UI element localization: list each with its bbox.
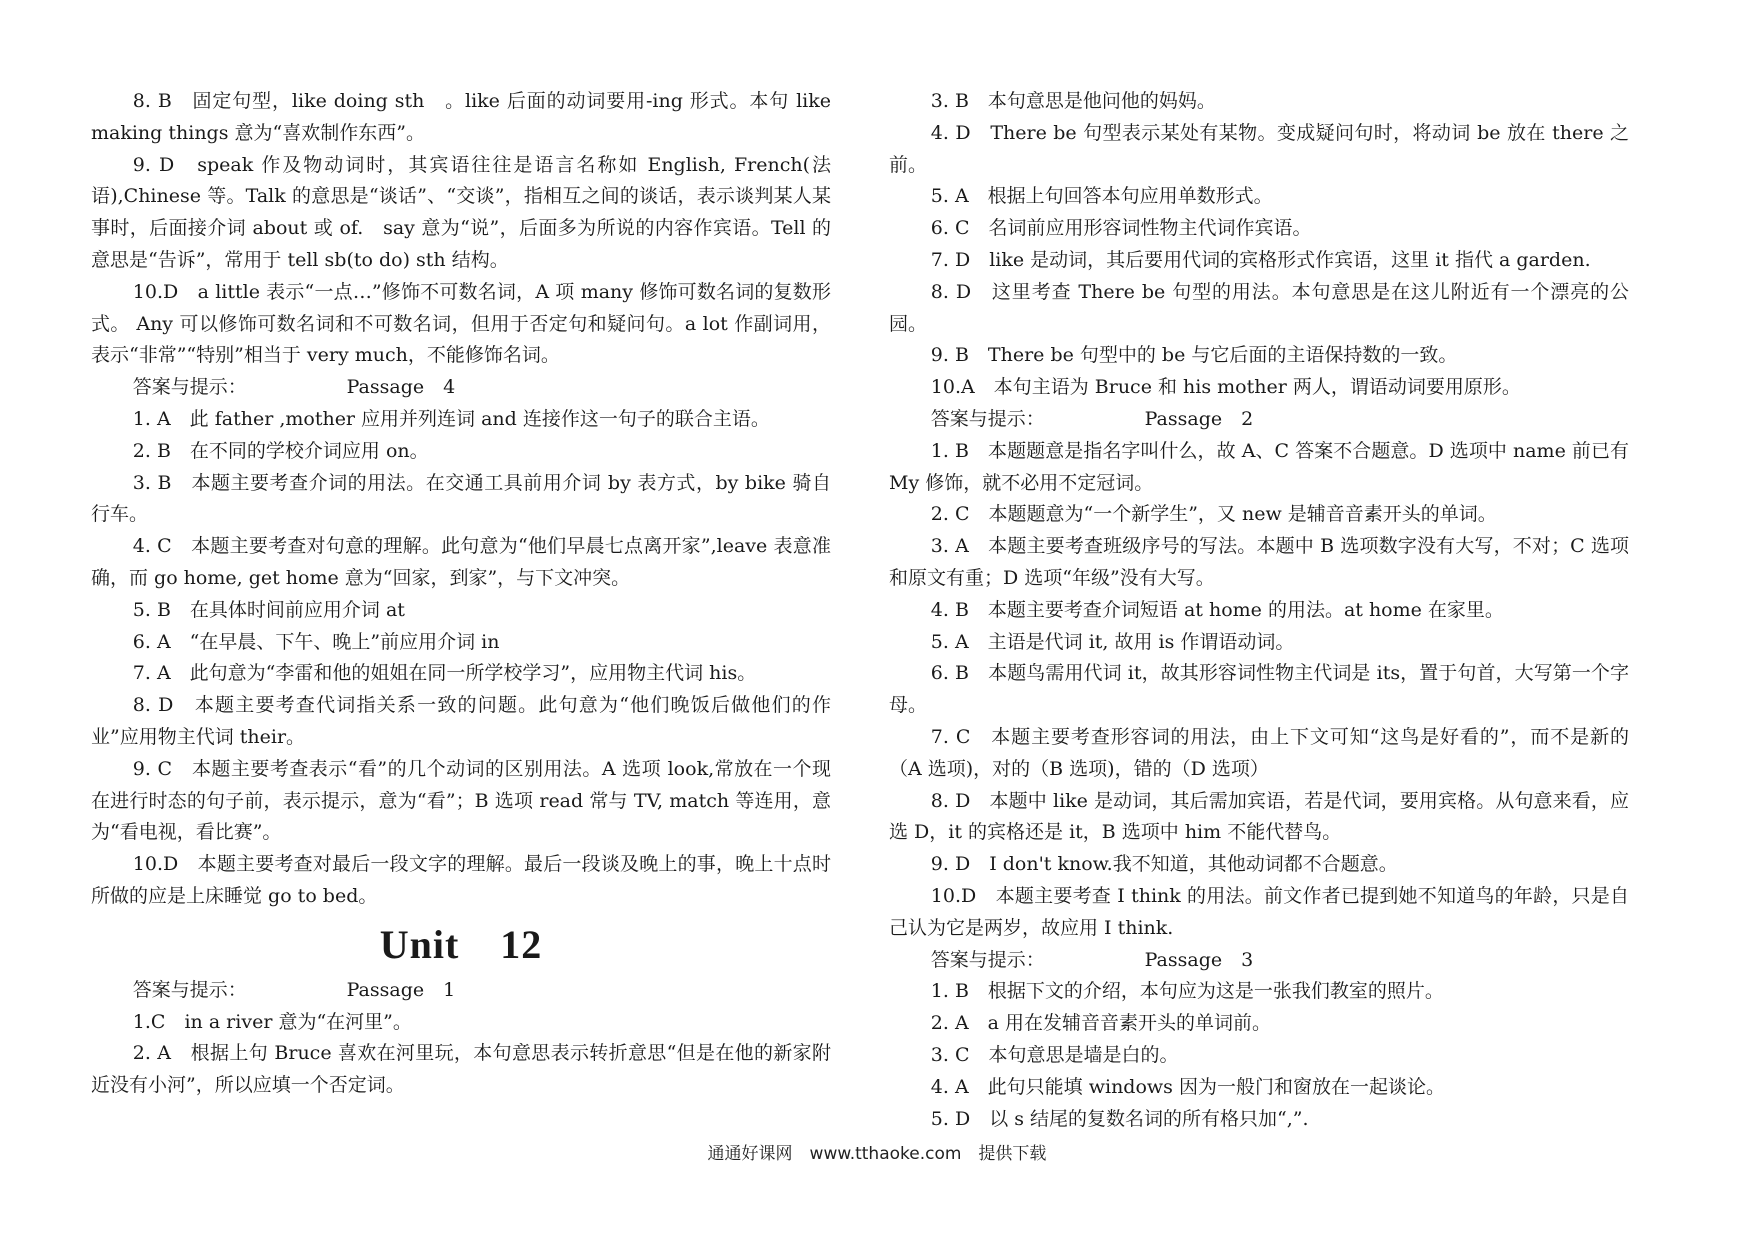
answers-label: 答案与提示： xyxy=(132,376,247,399)
passage-header xyxy=(91,975,831,1007)
answer-item: 2. C 本题题意为“一个新学生”，又 new 是辅音音素开头的单词。 xyxy=(930,503,1497,526)
answer-item: 10.A 本句主语为 Bruce 和 his mother 两人，谓语动词要用原形。 xyxy=(930,376,1521,399)
passage-label: Passage 2 xyxy=(1144,407,1254,430)
answer-item: 3. B 本题主要考查介词的用法。在交通工具前用介词 by 表方式，by bike 骑自行车。 xyxy=(91,471,831,526)
answer-item: 9. D speak 作及物动词时，其宾语往往是语言名称如 English, French(法语),Chinese 等。Talk 的意思是“谈话”、“交谈”，指相互之间的谈话，表示谈判某人某事时，后面接介词 about 或 of. say 意为“说”，后面多为所说的内容作宾语。Tell 的意思是“告诉”，常用于 tell sb(to do) sth 结构。 xyxy=(91,153,831,271)
answer-item: 7. C 本题主要考查形容词的用法，由上下文可知“这鸟是好看的”，而不是新的（A 选项)，对的（B 选项)，错的（D 选项） xyxy=(889,725,1629,780)
answer-item: 4. D There be 句型表示某处有某物。变成疑问句时，将动词 be 放在 there 之前。 xyxy=(889,121,1629,176)
answer-item: 4. C 本题主要考查对句意的理解。此句意为“他们早晨七点离开家”,leave 表意准确，而 go home, get home 意为“回家，到家”，与下文冲突。 xyxy=(91,535,831,589)
passage-header xyxy=(889,945,1629,977)
answer-item: 3. C 本句意思是墙是白的。 xyxy=(930,1043,1179,1066)
answer-item: 9. C 本题主要考查表示“看”的几个动词的区别用法。A 选项 look,常放在一个现在进行时态的句子前，表示提示，意为“看”；B 选项 read 常与 TV, match 等连用，意为“看电视，看比赛”。 xyxy=(91,757,831,844)
answer-item: 8. D 本题主要考查代词指关系一致的问题。此句意为“他们晚饭后做他们的作业”应用物主代词 their。 xyxy=(91,694,831,748)
answer-item: 8. D 本题中 like 是动词，其后需加宾语，若是代词，要用宾格。从句意来看，应选 D，it 的宾格还是 it，B 选项中 him 不能代替鸟。 xyxy=(889,789,1629,844)
passage-label: Passage 1 xyxy=(346,978,456,1001)
answer-item: 2. A 根据上句 Bruce 喜欢在河里玩，本句意思表示转折意思“但是在他的新家附近没有小河”，所以应填一个否定词。 xyxy=(91,1042,831,1097)
answer-item: 1. B 根据下文的介绍，本句应为这是一张我们教室的照片。 xyxy=(930,980,1444,1003)
left-column xyxy=(91,86,831,1102)
answer-item: 4. B 本题主要考查介词短语 at home 的用法。at home 在家里。 xyxy=(930,598,1504,621)
answer-item: 10.D 本题主要考查 I think 的用法。前文作者已提到她不知道鸟的年龄，只是自己认为它是两岁，故应用 I think. xyxy=(889,884,1629,939)
answer-item: 2. B 在不同的学校介词应用 on。 xyxy=(132,439,429,462)
page-footer: 通通好课网 www.tthaoke.com 提供下载 xyxy=(707,1144,1047,1164)
answer-item: 5. A 主语是代词 it, 故用 is 作谓语动词。 xyxy=(930,630,1295,653)
answer-item: 8. D 这里考查 There be 句型的用法。本句意思是在这儿附近有一个漂亮的公园。 xyxy=(889,280,1629,335)
answer-item: 7. D like 是动词，其后要用代词的宾格形式作宾语，这里 it 指代 a garden. xyxy=(930,248,1591,271)
answer-item: 8. B 固定句型，like doing sth 。like 后面的动词要用-ing 形式。本句 like making things 意为“喜欢制作东西”。 xyxy=(91,90,831,144)
answers-label: 答案与提示： xyxy=(132,978,247,1001)
answer-item: 9. D I don't know.我不知道，其他动词都不合题意。 xyxy=(930,853,1398,876)
answer-item: 1. B 本题题意是指名字叫什么，故 A、C 答案不合题意。D 选项中 name 前已有 My 修饰，就不必用不定冠词。 xyxy=(889,439,1629,494)
answer-item: 6. B 本题鸟需用代词 it，故其形容词性物主代词是 its，置于句首，大写第一个字母。 xyxy=(889,662,1629,717)
passage-label: Passage 3 xyxy=(1144,948,1254,971)
answers-label: 答案与提示： xyxy=(930,407,1045,430)
answer-item: 3. A 本题主要考查班级序号的写法。本题中 B 选项数字没有大写，不对；C 选项和原文有重；D 选项“年级”没有大写。 xyxy=(889,535,1629,589)
answer-item: 5. D 以 s 结尾的复数名词的所有格只加“,”. xyxy=(930,1107,1309,1130)
answer-item: 7. A 此句意为“李雷和他的姐姐在同一所学校学习”，应用物主代词 his。 xyxy=(132,662,757,685)
passage-label: Passage 4 xyxy=(346,376,456,399)
answer-item: 10.D a little 表示“一点…”修饰不可数名词，A 项 many 修饰可数名词的复数形式。 Any 可以修饰可数名词和不可数名词，但用于否定句和疑问句。a lot 作副词用，表示“非常”“特别”相当于 very much，不能修饰名词。 xyxy=(91,280,831,367)
answer-item: 9. B There be 句型中的 be 与它后面的主语保持数的一致。 xyxy=(930,344,1458,367)
answer-item: 1. A 此 father ,mother 应用并列连词 and 连接作这一句子的联合主语。 xyxy=(132,407,770,430)
answer-item: 6. C 名词前应用形容词性物主代词作宾语。 xyxy=(930,217,1312,240)
right-column xyxy=(889,86,1629,1135)
answer-item: 5. A 根据上句回答本句应用单数形式。 xyxy=(930,185,1273,208)
answer-item: 10.D 本题主要考查对最后一段文字的理解。最后一段谈及晚上的事，晚上十点时所做的应是上床睡觉 go to bed。 xyxy=(91,853,831,907)
answers-label: 答案与提示： xyxy=(930,948,1045,971)
answer-item: 4. A 此句只能填 windows 因为一般门和窗放在一起谈论。 xyxy=(930,1075,1445,1098)
answer-item: 5. B 在具体时间前应用介词 at xyxy=(132,598,405,621)
unit-title: Unit 12 xyxy=(379,921,543,967)
answer-item: 1.C in a river 意为“在河里”。 xyxy=(132,1010,412,1033)
answer-item: 2. A a 用在发辅音音素开头的单词前。 xyxy=(930,1012,1272,1035)
passage-header xyxy=(91,372,831,404)
answer-item: 3. B 本句意思是他问他的妈妈。 xyxy=(930,90,1216,112)
passage-header xyxy=(889,404,1629,436)
answer-item: 6. A “在早晨、下午、晚上”前应用介词 in xyxy=(132,630,500,653)
